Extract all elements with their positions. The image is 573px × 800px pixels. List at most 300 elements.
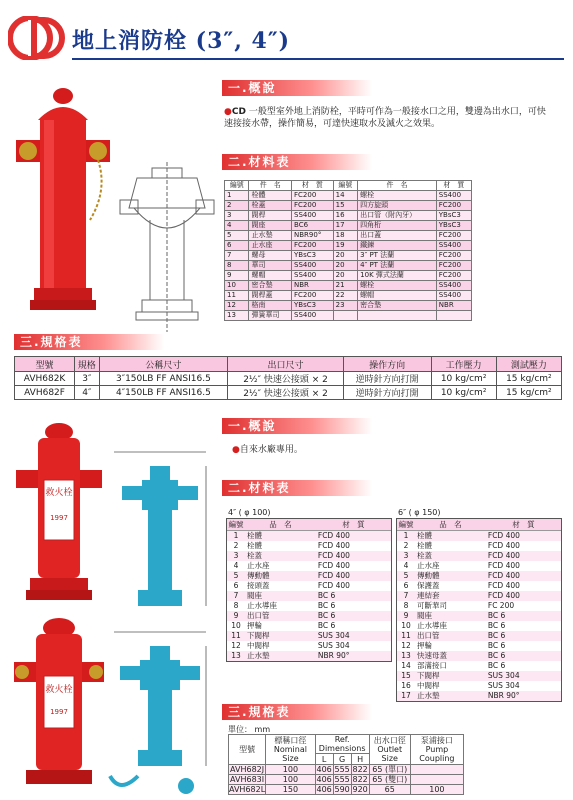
mat6-cell: 栓體 bbox=[415, 531, 486, 542]
mat6-cell: 6 bbox=[397, 581, 415, 591]
mat6-cell: 傳動體 bbox=[415, 571, 486, 581]
table-row bbox=[15, 386, 562, 400]
table-row bbox=[397, 651, 561, 661]
spec2-cell: 822 bbox=[352, 765, 368, 774]
spec1-header-5: 工作壓力 bbox=[431, 357, 496, 372]
mat1-cell: 14 bbox=[333, 191, 357, 201]
spec2-cell: 100 bbox=[266, 775, 315, 785]
mat4-cell: FCD 400 bbox=[316, 531, 391, 542]
mat4-cell: 出口管 bbox=[245, 611, 316, 621]
mat1-cell: NBR90° bbox=[292, 231, 334, 241]
table-row bbox=[397, 571, 561, 581]
mat6-cell: 栓蓋 bbox=[415, 551, 486, 561]
spec2-cell: AVH682J bbox=[230, 765, 265, 774]
mat1-header-4: 件 名 bbox=[358, 181, 437, 191]
spec2-cell: 65 (單口) bbox=[369, 765, 410, 775]
mat1-cell: SS400 bbox=[436, 191, 471, 201]
mat1-cell: NBR bbox=[292, 281, 334, 291]
spec-table-1 bbox=[14, 356, 562, 400]
mat1-cell: 22 bbox=[333, 291, 357, 301]
mat6-header-0: 編號 bbox=[398, 520, 414, 529]
mat1-cell: 5 bbox=[225, 231, 249, 241]
section-materials-2: 二.材料表 bbox=[222, 480, 372, 496]
table-row bbox=[397, 621, 561, 631]
section-overview-1: 一.概說 bbox=[222, 80, 372, 96]
mat1-cell: 華司 bbox=[249, 261, 292, 271]
table-row bbox=[227, 541, 391, 551]
mat6-cell: 中閥桿 bbox=[415, 681, 486, 691]
description-1 bbox=[224, 106, 554, 130]
mat6-cell: BC 6 bbox=[486, 611, 561, 621]
table-row bbox=[397, 601, 561, 611]
mat1-cell: YBsC3 bbox=[436, 221, 471, 231]
mat6-cell: 3 bbox=[397, 551, 415, 561]
mat4-cell: 10 bbox=[227, 621, 245, 631]
mat1-cell: 彈簧華司 bbox=[249, 311, 292, 321]
mat4-cell: 13 bbox=[227, 651, 245, 661]
mat4-cell: 1 bbox=[227, 531, 245, 542]
table-row bbox=[397, 531, 561, 542]
materials-box-6inch bbox=[396, 518, 562, 702]
mat6-cell: 16 bbox=[397, 681, 415, 691]
mat4-cell: 閥座 bbox=[245, 591, 316, 601]
hydrant-photo-2 bbox=[14, 420, 104, 605]
mat1-header-2: 材 質 bbox=[292, 181, 334, 191]
mat6-cell: 9 bbox=[397, 611, 415, 621]
mat1-cell: 18 bbox=[333, 231, 357, 241]
hydrant-drawing-2 bbox=[106, 446, 214, 616]
mat1-cell bbox=[358, 311, 437, 321]
mat6-cell: 栓體 bbox=[415, 541, 486, 551]
mat1-cell: SS400 bbox=[292, 271, 334, 281]
table-row bbox=[227, 561, 391, 571]
spec1-cell: 2½″ 快速公接頭 × 2 bbox=[228, 372, 344, 386]
mat4-cell: 止水墊 bbox=[245, 651, 316, 661]
table-row bbox=[227, 631, 391, 641]
table-row bbox=[397, 661, 561, 671]
spec2-cell: 65 bbox=[369, 785, 410, 795]
mat6-cell: FCD 400 bbox=[486, 591, 561, 601]
mat1-cell: NBR bbox=[436, 301, 471, 311]
mat6-cell: BC 6 bbox=[486, 631, 561, 641]
mat1-cell bbox=[333, 311, 357, 321]
section-spec-2: 三.規格表 bbox=[222, 704, 372, 720]
mat4-header-0: 編號 bbox=[228, 520, 244, 529]
table-row bbox=[227, 581, 391, 591]
mat1-cell: 螺帽 bbox=[358, 291, 437, 301]
spec2-cell: 406 bbox=[316, 785, 332, 794]
mat4-cell: 栓體 bbox=[245, 541, 316, 551]
table-row bbox=[227, 651, 391, 661]
mat4-cell: 2 bbox=[227, 541, 245, 551]
mat6-cell: BC 6 bbox=[486, 641, 561, 651]
table-row bbox=[227, 551, 391, 561]
mat4-cell: NBR 90° bbox=[316, 651, 391, 661]
spec1-header-0: 型號 bbox=[15, 357, 75, 372]
mat1-cell: 螺栓 bbox=[358, 281, 437, 291]
mat6-cell: 4 bbox=[397, 561, 415, 571]
table-row bbox=[225, 231, 472, 241]
mat6-cell: BC 6 bbox=[486, 621, 561, 631]
mat4-cell: 止水導座 bbox=[245, 601, 316, 611]
spec2-cell: 406 bbox=[316, 765, 332, 774]
mat4-cell: BC 6 bbox=[316, 591, 391, 601]
th-model: 型號 bbox=[229, 735, 266, 765]
mat6-cell: 5 bbox=[397, 571, 415, 581]
spec1-cell: 4″ bbox=[75, 386, 100, 400]
table-row bbox=[225, 281, 472, 291]
mat4-cell: FCD 400 bbox=[316, 561, 391, 571]
spec1-header-6: 測試壓力 bbox=[496, 357, 561, 372]
mat6-cell: 1 bbox=[397, 531, 415, 542]
mat6-cell: 8 bbox=[397, 601, 415, 611]
table-row bbox=[229, 775, 464, 785]
spec2-cell: 555 bbox=[334, 765, 350, 774]
mat6-cell: 13 bbox=[397, 651, 415, 661]
mat1-cell: 17 bbox=[333, 221, 357, 231]
mat1-cell: 四方旋頭 bbox=[358, 201, 437, 211]
spec2-cell: 555 bbox=[334, 775, 350, 784]
mat1-cell: FC200 bbox=[436, 261, 471, 271]
spec-table-2 bbox=[228, 734, 464, 795]
mat4-cell: 12 bbox=[227, 641, 245, 651]
mat1-cell: 23 bbox=[333, 301, 357, 311]
mat6-cell: FCD 400 bbox=[486, 551, 561, 561]
table-row bbox=[225, 261, 472, 271]
table-row bbox=[225, 291, 472, 301]
mat1-cell: 4″ PT 法蘭 bbox=[358, 261, 437, 271]
section-materials-1: 二.材料表 bbox=[222, 154, 372, 170]
mat1-cell: 16 bbox=[333, 211, 357, 221]
mat6-cell: FCD 400 bbox=[486, 581, 561, 591]
mat1-cell: SS400 bbox=[436, 281, 471, 291]
mat6-cell: 出口管 bbox=[415, 631, 486, 641]
mat6-cell: 2 bbox=[397, 541, 415, 551]
table-row bbox=[227, 591, 391, 601]
mat1-cell: 栓蓋 bbox=[249, 201, 292, 211]
mat4-cell: 11 bbox=[227, 631, 245, 641]
mat4-cell: FCD 400 bbox=[316, 571, 391, 581]
mat1-cell: SS400 bbox=[292, 261, 334, 271]
spec1-cell: 10 kg/cm² bbox=[431, 386, 496, 400]
spec1-cell: 3″ bbox=[75, 372, 100, 386]
table-row bbox=[397, 581, 561, 591]
mat6-header-1: 品 名 bbox=[415, 519, 486, 531]
table-row bbox=[397, 641, 561, 651]
mat6-cell: BC 6 bbox=[486, 651, 561, 661]
title-divider bbox=[72, 58, 564, 60]
mat1-cell: 3 bbox=[225, 211, 249, 221]
spec1-cell: 15 kg/cm² bbox=[496, 372, 561, 386]
mat1-cell: 11 bbox=[225, 291, 249, 301]
mat4-cell: 9 bbox=[227, 611, 245, 621]
mat4-cell: SUS 304 bbox=[316, 631, 391, 641]
mat1-cell: 19 bbox=[333, 241, 357, 251]
spec1-cell: 4″150LB FF ANSI16.5 bbox=[99, 386, 228, 400]
page-header bbox=[0, 0, 573, 70]
mat1-cell: YBsC3 bbox=[292, 301, 334, 311]
plate-year-1: 1997 bbox=[50, 514, 68, 522]
table-row bbox=[227, 611, 391, 621]
mat6-cell: 連結套 bbox=[415, 591, 486, 601]
table-row bbox=[397, 681, 561, 691]
spec2-cell: 406 bbox=[316, 775, 332, 784]
mat1-header-3: 編號 bbox=[333, 181, 357, 191]
mat4-header-1: 品 名 bbox=[245, 519, 316, 531]
mat6-cell: 下閥桿 bbox=[415, 671, 486, 681]
spec2-cell: 150 bbox=[266, 785, 315, 795]
spec2-cell: 822 bbox=[352, 775, 368, 784]
mat4-cell: FCD 400 bbox=[316, 551, 391, 561]
mat6-cell: 止水墊 bbox=[415, 691, 486, 701]
mat6-cell: SUS 304 bbox=[486, 671, 561, 681]
mat1-cell: 栓體 bbox=[249, 191, 292, 201]
mat1-cell: YBsC3 bbox=[436, 211, 471, 221]
spec2-cell: AVH683I bbox=[230, 775, 265, 784]
mat1-cell: 四角桁 bbox=[358, 221, 437, 231]
table-row bbox=[225, 221, 472, 231]
mat1-cell: 6 bbox=[225, 241, 249, 251]
materials-box-4inch bbox=[226, 518, 392, 662]
materials-table-1 bbox=[224, 180, 472, 321]
mat6-cell: NBR 90° bbox=[486, 691, 561, 701]
spec2-cell: 920 bbox=[352, 785, 368, 794]
table-row bbox=[397, 611, 561, 621]
mat1-cell: 閥桿 bbox=[249, 211, 292, 221]
mat4-cell: 下閥桿 bbox=[245, 631, 316, 641]
spec1-cell: AVH682F bbox=[15, 386, 75, 400]
mat1-cell: 出口管（附內牙） bbox=[358, 211, 437, 221]
mat1-cell: 出口蓋 bbox=[358, 231, 437, 241]
mat6-cell: FC 200 bbox=[486, 601, 561, 611]
spec2-cell: 65 (雙口) bbox=[369, 775, 410, 785]
mat6-header-2: 材 質 bbox=[486, 519, 561, 531]
mat1-cell: 7 bbox=[225, 251, 249, 261]
spec2-cell: 100 bbox=[266, 765, 315, 775]
mat4-cell: 栓蓋 bbox=[245, 551, 316, 561]
mat4-header-2: 材 質 bbox=[316, 519, 391, 531]
mat6-cell: 可斷華司 bbox=[415, 601, 486, 611]
table-row bbox=[397, 631, 561, 641]
mat4-cell: 3 bbox=[227, 551, 245, 561]
mat1-cell: FC200 bbox=[436, 251, 471, 261]
plate-text-2: 救火栓 bbox=[45, 685, 73, 695]
mat1-cell: 8 bbox=[225, 261, 249, 271]
mat4-cell: FCD 400 bbox=[316, 581, 391, 591]
mat1-cell: 13 bbox=[225, 311, 249, 321]
mat1-cell: 20 bbox=[333, 251, 357, 261]
mat1-cell: 螺母 bbox=[249, 251, 292, 261]
spec1-header-4: 操作方向 bbox=[343, 357, 431, 372]
mat1-cell: 螺帽 bbox=[249, 271, 292, 281]
mat4-cell: 5 bbox=[227, 571, 245, 581]
mat1-cell: FC200 bbox=[292, 291, 334, 301]
spec1-cell: 逆時針方向打開 bbox=[343, 372, 431, 386]
mat4-cell: 栓體 bbox=[245, 531, 316, 542]
spec2-cell bbox=[410, 765, 463, 775]
mat1-cell: 21 bbox=[333, 281, 357, 291]
mat6-cell: 11 bbox=[397, 631, 415, 641]
table-row bbox=[397, 551, 561, 561]
table-row bbox=[225, 241, 472, 251]
materials-table-4inch bbox=[227, 519, 391, 661]
caption-4inch: 4″ ( φ 100) bbox=[228, 508, 271, 517]
mat1-header-1: 件 名 bbox=[249, 181, 292, 191]
mat4-cell: FCD 400 bbox=[316, 541, 391, 551]
mat1-cell: 2 bbox=[225, 201, 249, 211]
mat6-cell: 保護蓋 bbox=[415, 581, 486, 591]
mat4-cell: 8 bbox=[227, 601, 245, 611]
mat1-cell: YBsC3 bbox=[292, 251, 334, 261]
description-2 bbox=[232, 444, 432, 456]
mat6-cell: 止水座 bbox=[415, 561, 486, 571]
mat6-cell: 17 bbox=[397, 691, 415, 701]
mat6-cell: 部滿接口 bbox=[415, 661, 486, 671]
mat1-cell: FC200 bbox=[292, 201, 334, 211]
mat1-cell: 20 bbox=[333, 271, 357, 281]
spec1-cell: 10 kg/cm² bbox=[431, 372, 496, 386]
mat1-cell: 20 bbox=[333, 261, 357, 271]
mat1-cell: 4 bbox=[225, 221, 249, 231]
table-row bbox=[397, 541, 561, 551]
mat1-cell bbox=[436, 311, 471, 321]
table-row bbox=[225, 251, 472, 261]
spec1-cell: 15 kg/cm² bbox=[496, 386, 561, 400]
mat1-cell: 12 bbox=[225, 301, 249, 311]
mat6-cell: BC 6 bbox=[486, 661, 561, 671]
desc-text-2: 自來水廠專用。 bbox=[239, 445, 303, 455]
mat6-cell: 押輪 bbox=[415, 641, 486, 651]
mat1-cell: 15 bbox=[333, 201, 357, 211]
page-title: 地上消防栓 (3″, 4″) bbox=[72, 28, 291, 54]
plate-text-1: 救火栓 bbox=[45, 488, 73, 498]
bullet-icon: ● bbox=[224, 107, 232, 117]
th-H: H bbox=[351, 754, 369, 765]
mat1-cell: SS400 bbox=[436, 291, 471, 301]
hydrant-photo-1 bbox=[8, 80, 118, 320]
mat4-cell: 押輪 bbox=[245, 621, 316, 631]
cd-logo bbox=[8, 16, 66, 60]
table-row bbox=[225, 301, 472, 311]
table-row bbox=[227, 531, 391, 542]
table-row bbox=[227, 601, 391, 611]
mat6-cell: 閥座 bbox=[415, 611, 486, 621]
section-overview-2: 一.概說 bbox=[222, 418, 372, 434]
mat1-cell: 密合墊 bbox=[249, 281, 292, 291]
materials-table-6inch bbox=[397, 519, 561, 701]
mat1-cell: 1 bbox=[225, 191, 249, 201]
mat1-cell: FC200 bbox=[436, 271, 471, 281]
spec1-header-1: 規格 bbox=[75, 357, 100, 372]
mat6-cell: 15 bbox=[397, 671, 415, 681]
mat1-header-5: 材 質 bbox=[436, 181, 471, 191]
spec2-cell: 590 bbox=[334, 785, 350, 794]
mat1-cell: 格南 bbox=[249, 301, 292, 311]
mat1-cell: SS400 bbox=[292, 211, 334, 221]
spec2-cell: AVH682L bbox=[229, 785, 266, 794]
table-row bbox=[397, 561, 561, 571]
mat6-cell: 止水導座 bbox=[415, 621, 486, 631]
mat4-cell: BC 6 bbox=[316, 621, 391, 631]
table-row bbox=[397, 591, 561, 601]
mat6-cell: FCD 400 bbox=[486, 561, 561, 571]
mat4-cell: 4 bbox=[227, 561, 245, 571]
mat1-cell: 10 bbox=[225, 281, 249, 291]
th-pump: 泵浦接口 Pump Coupling bbox=[410, 735, 463, 765]
table-row bbox=[397, 671, 561, 681]
mat4-cell: SUS 304 bbox=[316, 641, 391, 651]
mat6-cell: FCD 400 bbox=[486, 531, 561, 542]
table-row bbox=[397, 691, 561, 701]
spec1-cell: 3″150LB FF ANSI16.5 bbox=[99, 372, 228, 386]
th-L: L bbox=[315, 754, 333, 765]
mat1-cell: 止水座 bbox=[249, 241, 292, 251]
mat1-cell: 閥桿蓋 bbox=[249, 291, 292, 301]
table-row bbox=[225, 201, 472, 211]
mat1-cell: 止水墊 bbox=[249, 231, 292, 241]
mat1-cell: FC200 bbox=[292, 191, 334, 201]
mat6-cell: FCD 400 bbox=[486, 541, 561, 551]
spec1-cell: 2½″ 快速公接頭 × 2 bbox=[228, 386, 344, 400]
section-spec-1: 三.規格表 bbox=[14, 334, 164, 350]
mat1-cell: 10K 彈式法蘭 bbox=[358, 271, 437, 281]
table-row bbox=[227, 641, 391, 651]
table-row bbox=[227, 621, 391, 631]
mat1-cell: FC200 bbox=[436, 201, 471, 211]
mat6-cell: FCD 400 bbox=[486, 571, 561, 581]
plate-year-2: 1997 bbox=[50, 708, 68, 716]
mat1-cell: SS400 bbox=[436, 241, 471, 251]
bullet-icon: ● bbox=[232, 445, 240, 455]
mat1-cell: 3″ PT 法蘭 bbox=[358, 251, 437, 261]
mat4-cell: 接頭蓋 bbox=[245, 581, 316, 591]
mat1-cell: 9 bbox=[225, 271, 249, 281]
mat4-cell: BC 6 bbox=[316, 601, 391, 611]
mat1-cell: 螺栓 bbox=[358, 191, 437, 201]
spec2-cell bbox=[410, 775, 463, 785]
mat1-cell: 閥座 bbox=[249, 221, 292, 231]
mat1-cell: SS400 bbox=[292, 311, 334, 321]
table-row bbox=[229, 785, 464, 795]
table-row bbox=[15, 372, 562, 386]
mat6-cell: 10 bbox=[397, 621, 415, 631]
mat4-cell: 中閥桿 bbox=[245, 641, 316, 651]
mat6-cell: 14 bbox=[397, 661, 415, 671]
mat1-cell: FC200 bbox=[436, 231, 471, 241]
spec1-cell: 逆時針方向打開 bbox=[343, 386, 431, 400]
mat6-cell: 12 bbox=[397, 641, 415, 651]
th-G: G bbox=[333, 754, 351, 765]
hydrant-drawing-1 bbox=[112, 160, 222, 335]
unit-label: 單位： mm bbox=[228, 725, 271, 734]
mat1-cell: 鐵鍊 bbox=[358, 241, 437, 251]
mat6-cell: 7 bbox=[397, 591, 415, 601]
spec1-cell: AVH682K bbox=[15, 372, 75, 386]
hydrant-drawing-3 bbox=[106, 626, 214, 796]
spec2-cell: 100 bbox=[410, 785, 463, 795]
desc-brand: CD bbox=[231, 107, 246, 117]
mat1-cell: FC200 bbox=[292, 241, 334, 251]
table-row bbox=[229, 765, 464, 775]
table-row bbox=[225, 311, 472, 321]
table-row bbox=[225, 271, 472, 281]
mat4-cell: 傳動體 bbox=[245, 571, 316, 581]
table-row bbox=[227, 571, 391, 581]
table-row bbox=[225, 191, 472, 201]
th-dims: Ref. Dimensions bbox=[315, 735, 369, 754]
mat4-cell: BC 6 bbox=[316, 611, 391, 621]
mat4-cell: 止水座 bbox=[245, 561, 316, 571]
